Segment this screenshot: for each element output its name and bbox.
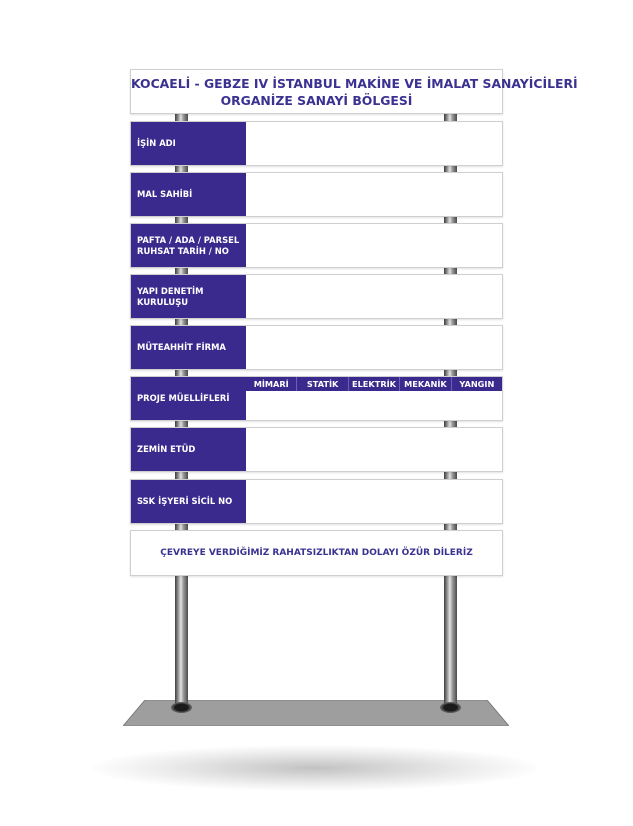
- footer-panel: [130, 530, 503, 576]
- project-column: MİMARİ: [246, 377, 297, 391]
- sign-title-line-1: KOCAELİ - GEBZE IV İSTANBUL MAKİNE VE İMALAT SANAYİCİLERİ: [131, 76, 578, 91]
- row-field: [246, 224, 502, 267]
- floor-shadow: [90, 745, 540, 791]
- row-label: MÜTEAHHİT FİRMA: [131, 326, 246, 369]
- row-field: [246, 326, 502, 369]
- row-label: MAL SAHİBİ: [131, 173, 246, 216]
- row-label: YAPI DENETİM KURULUŞU: [131, 275, 246, 318]
- project-column: YANGIN: [459, 379, 495, 389]
- project-columns-header: [246, 377, 502, 391]
- row-label: ZEMİN ETÜD: [131, 428, 246, 471]
- row-field: [246, 173, 502, 216]
- row-field: [246, 275, 502, 318]
- row-label: İŞİN ADI: [131, 122, 246, 165]
- row-panel-ssk-number: [130, 479, 503, 524]
- row-panel-soil-survey: [130, 427, 503, 472]
- row-panel-contractor: [130, 325, 503, 370]
- left-pole-foot: [171, 702, 192, 713]
- row-panel-project-authors: [130, 376, 503, 421]
- row-panel-inspection-company: [130, 274, 503, 319]
- row-label: PAFTA / ADA / PARSEL RUHSAT TARİH / NO: [131, 224, 246, 267]
- row-panel-job-name: [130, 121, 503, 166]
- footer-apology-text: ÇEVREYE VERDİĞİMİZ RAHATSIZLIKTAN DOLAYI ÖZÜR DİLERİZ: [160, 548, 473, 558]
- row-field: [246, 122, 502, 165]
- row-field: [246, 480, 502, 523]
- project-column: STATİK: [297, 377, 348, 391]
- project-column: ELEKTRİK: [349, 377, 400, 391]
- row-panel-parcel-permit: [130, 223, 503, 268]
- row-label: SSK İŞYERİ SİCİL NO: [131, 480, 246, 523]
- row-field: [246, 428, 502, 471]
- row-panel-owner: [130, 172, 503, 217]
- sign-title-line-2: ORGANİZE SANAYİ BÖLGESİ: [220, 93, 413, 108]
- project-column: MEKANİK: [400, 377, 451, 391]
- right-pole-foot: [440, 702, 461, 713]
- title-panel: [130, 69, 578, 114]
- row-label: PROJE MÜELLİFLERİ: [131, 377, 246, 420]
